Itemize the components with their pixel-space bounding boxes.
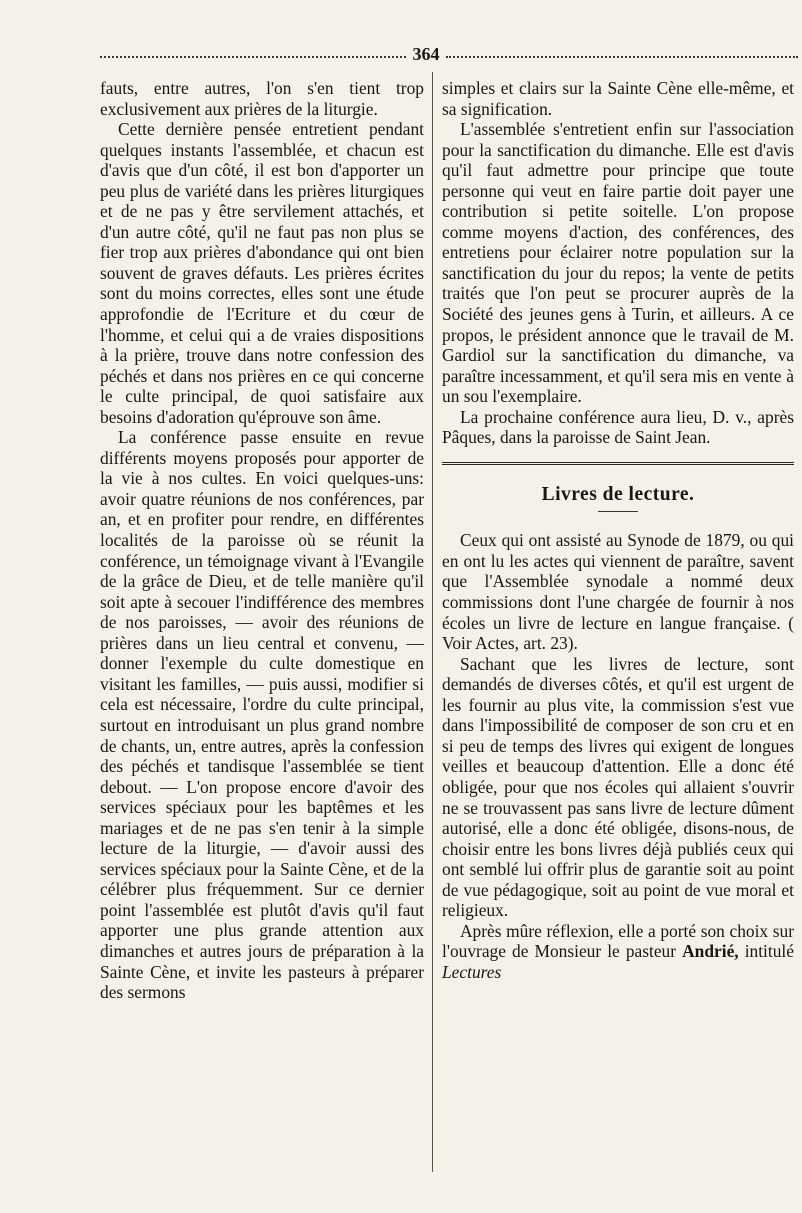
paragraph: La prochaine conférence aura lieu, D. v., après Pâques, dans la paroisse de Saint Jean. [442,406,794,448]
paragraph: La conférence passe ensuite en revue différents moyens proposés pour apporter de la vie à nos cultes. En voici quelques-uns: avoir quatre réunions de nos conférences, par an, et en profiter pour rendre, en différentes localités de la paroisse où se réunit la conférence, un témoignage vivant à l'Evangile de la grâce de Dieu, et de telle manière qu'il soit apte à secouer l'indifférence des membres de nos paroisses, — avoir des réunions de prières dans un lieu central et convenu, — donner l'exemple du culte domestique en visitant les familles, — puis aussi, modifier si cela est nécessaire, l'ordre du culte principal, surtout en introduisant un plus grand nombre de chants, un, entre autres, après la confession des péchés et tandisque l'assemblée se tient debout. — L'on propose encore d'avoir des services spéciaux pour les baptêmes et les mariages et de ne pas s'en tenir à la simple lecture de la liturgie, — d'avoir aussi des services spéciaux pour la Sainte Cène, et de la célébrer plus fréquemment. Sur ce dernier point l'assemblée est plutôt d'avis qu'il faut apporter une plus grande attention aux dimanches et autres jours de préparation à la Sainte Cène, et invite les pasteurs à préparer des sermons [100,427,424,1003]
paragraph: simples et clairs sur la Sainte Cène elle-même, et sa signification. [442,78,794,119]
paragraph: L'assemblée s'entretient enfin sur l'association pour la sanctification du dimanche. Elle est d'avis qu'il faut admettre pour principe que toute personne qui veut en faire partie doit payer une contribution si petite soitelle. L'on propose comme moyens d'action, des conférences, des entretiens pour éclairer notre population sur la sanctification du jour du repos; la vente de petits traités que l'on peut se procurer auprès de la Société des jeunes gens à Turin, et ailleurs. A ce propos, le président annonce que le travail de M. Gardiol sur la sanctification du dimanche, va paraître incessamment, et qu'il sera mis en vente à un sou l'exemplaire. [442,119,794,407]
right-column [442,78,794,982]
paragraph-text: Après mûre réflexion, elle a porté son choix sur l'ouvrage de Monsieur le pasteur [442,920,794,962]
paragraph: Sachant que les livres de lecture, sont demandés de diverses côtés, et qu'il est urgent de les fournir au plus vite, la commission s'est vue dans l'impossibilité de composer de son cru et en si peu de temps des livres qui exigent de longues veilles et beaucoup d'attention. Elle a donc été obligée, pour que nos écoles qui allaient s'ouvrir ne se trouvassent pas sans livre de lecture dûment autorisé, elle a donc été obligée, disons-nous, de choisir entre les bons livres déjà publiés ceux qui ont semblé lui offrir plus de garantie soit au point de vue pédagogique, soit au point de vue moral et religieux. [442,653,794,921]
title-underline [598,511,638,512]
left-column [100,78,424,1003]
book-title: Lectures [442,961,502,982]
page-header [100,44,798,66]
page-number: 364 [412,44,440,64]
section-title: Livres de lecture. [541,483,695,505]
header-rule-right [446,56,798,58]
paragraph: fauts, entre autres, l'on s'en tient trop exclusivement aux prières de la liturgie. [100,78,424,119]
header-rule-left [100,56,406,58]
column-divider [432,72,433,1172]
paragraph: Cette dernière pensée entretient pendant quelques instants l'assemblée, et chacun est d'avis que d'un côté, il est bon d'apporter un peu plus de variété dans les prières liturgiques et de ne pas y être servilement attachés, et d'un autre côté, qu'il ne faut pas non plus se fier trop aux prières d'abondance qui ont bien souvent de graves défauts. Les prières écrites sont du moins correctes, elles sont une étude approfondie de l'Ecriture et du cœur de l'homme, et celui qui a de vraies dispositions à la prière, trouve dans notre confession des péchés et dans nos prières en ce qui concerne le culte principal, de quoi satisfaire aux besoins d'adoration qu'éprouve son âme. [100,119,424,427]
author-name: Andrié, [682,941,739,962]
paragraph-final [442,921,794,983]
section-separator [442,462,794,465]
paragraph-text: intitulé [744,941,794,962]
paragraph: Ceux qui ont assisté au Synode de 1879, ou qui en ont lu les actes qui viennent de paraître, savent que l'Assemblée synodale a nommé deux commissions dont l'une chargée de fournir à nos écoles un livre de lecture en langue française. ( Voir Actes, art. 23). [442,530,794,654]
